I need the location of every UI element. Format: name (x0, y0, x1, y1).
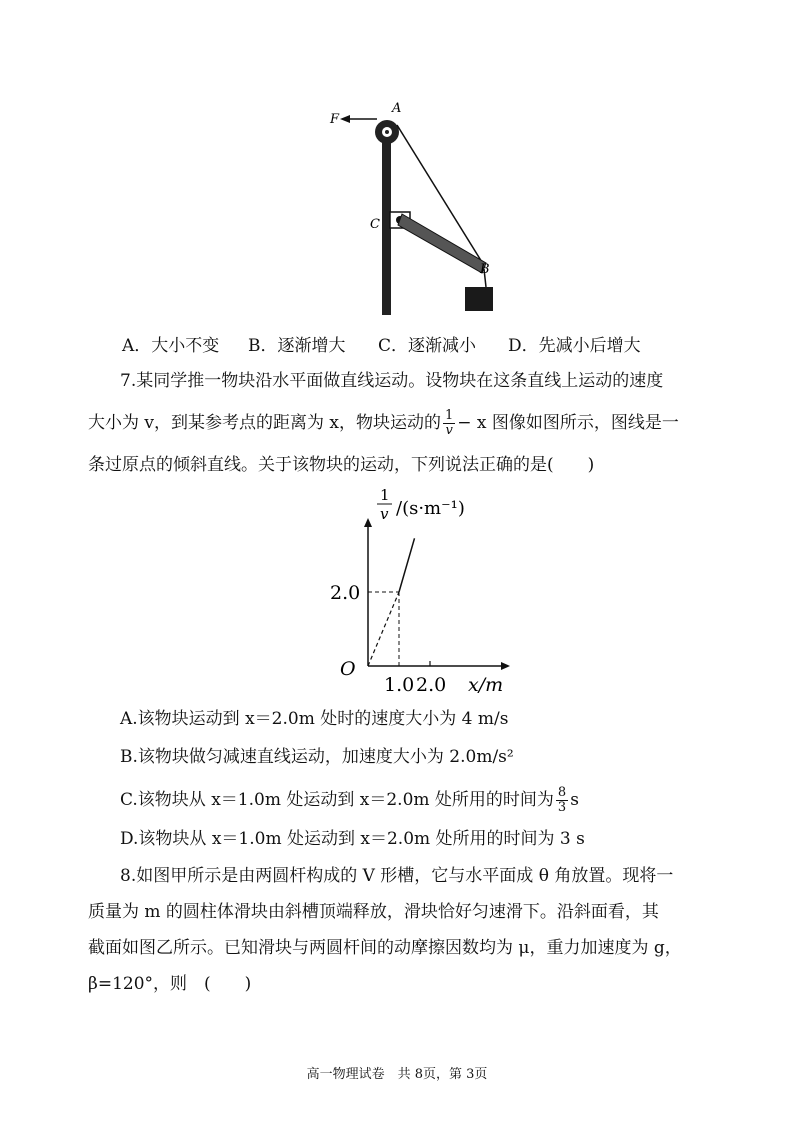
q7-option-c: C.该物块从 x＝1.0m 处运动到 x＝2.0m 处所用的时间为 $\frac{8}{3}$ s (120, 785, 579, 815)
label-f: F (330, 112, 340, 127)
y-axis-label-num: 1 (380, 486, 390, 504)
q7-option-a: A.该物块运动到 x＝2.0m 处时的速度大小为 4 m/s (120, 709, 509, 729)
hanging-block (465, 287, 493, 311)
label-b: B (480, 262, 490, 277)
q8-line-2: 质量为 m 的圆柱体滑块由斜槽顶端释放，滑块恰好匀速滑下。沿斜面看，其 (88, 902, 659, 922)
x-tick-label-2: 2.0 (416, 674, 447, 696)
q7-option-c-fraction: $\frac{8}{3}$ (557, 785, 567, 815)
q6-option-b: B．逐渐增大 (248, 336, 346, 356)
y-axis-label-unit: /(s·m⁻¹) (396, 498, 465, 519)
page-footer: 高一物理试卷 共 8页，第 3页 (306, 1067, 488, 1082)
y-tick-label: 2.0 (330, 582, 361, 604)
velocity-chart (320, 484, 520, 704)
q7-option-b: B.该物块做匀减速直线运动，加速度大小为 2.0m/s² (120, 747, 514, 767)
y-axis-label-den: v (380, 505, 389, 523)
q7-fraction: $\frac{1}{v}$ (445, 408, 454, 438)
q8-line-4: β=120°，则 ( ) (88, 974, 252, 994)
pulley-figure (320, 95, 510, 320)
q7-line-1: 7.某同学推一物块沿水平面做直线运动。设物块在这条直线上运动的速度 (120, 371, 664, 391)
series-solid-segment (399, 538, 415, 592)
q7-line-2-b: − x 图像如图所示，图线是一 (457, 413, 679, 433)
q8-line-1: 8.如图甲所示是由两圆杆构成的 V 形槽，它与水平面成 θ 角放置。现将一 (120, 866, 674, 886)
x-axis-label: x/m (468, 674, 504, 696)
x-tick-label-1: 1.0 (384, 674, 415, 696)
label-a: A (392, 101, 402, 116)
x-axis-arrow (501, 662, 510, 670)
q6-option-c: C．逐渐减小 (378, 336, 477, 356)
q6-option-d: D．先减小后增大 (508, 336, 641, 356)
y-axis-arrow (364, 518, 372, 527)
label-c: C (370, 217, 380, 232)
q6-option-a: A．大小不变 (122, 336, 220, 356)
q8-line-3: 截面如图乙所示。已知滑块与两圆杆间的动摩擦因数均为 μ，重力加速度为 g， (88, 938, 682, 958)
q7-line-2 (88, 409, 679, 438)
q7-option-d: D.该物块从 x＝1.0m 处运动到 x＝2.0m 处所用的时间为 3 s (120, 829, 585, 849)
series-dashed-segment (368, 592, 399, 666)
origin-label: O (340, 658, 356, 680)
q7-line-3: 条过原点的倾斜直线。关于该物块的运动，下列说法正确的是( ) (88, 455, 595, 475)
rod-cb (398, 214, 486, 273)
q7-line-2-a: 大小为 v，到某参考点的距离为 x，物块运动的 (88, 413, 441, 433)
